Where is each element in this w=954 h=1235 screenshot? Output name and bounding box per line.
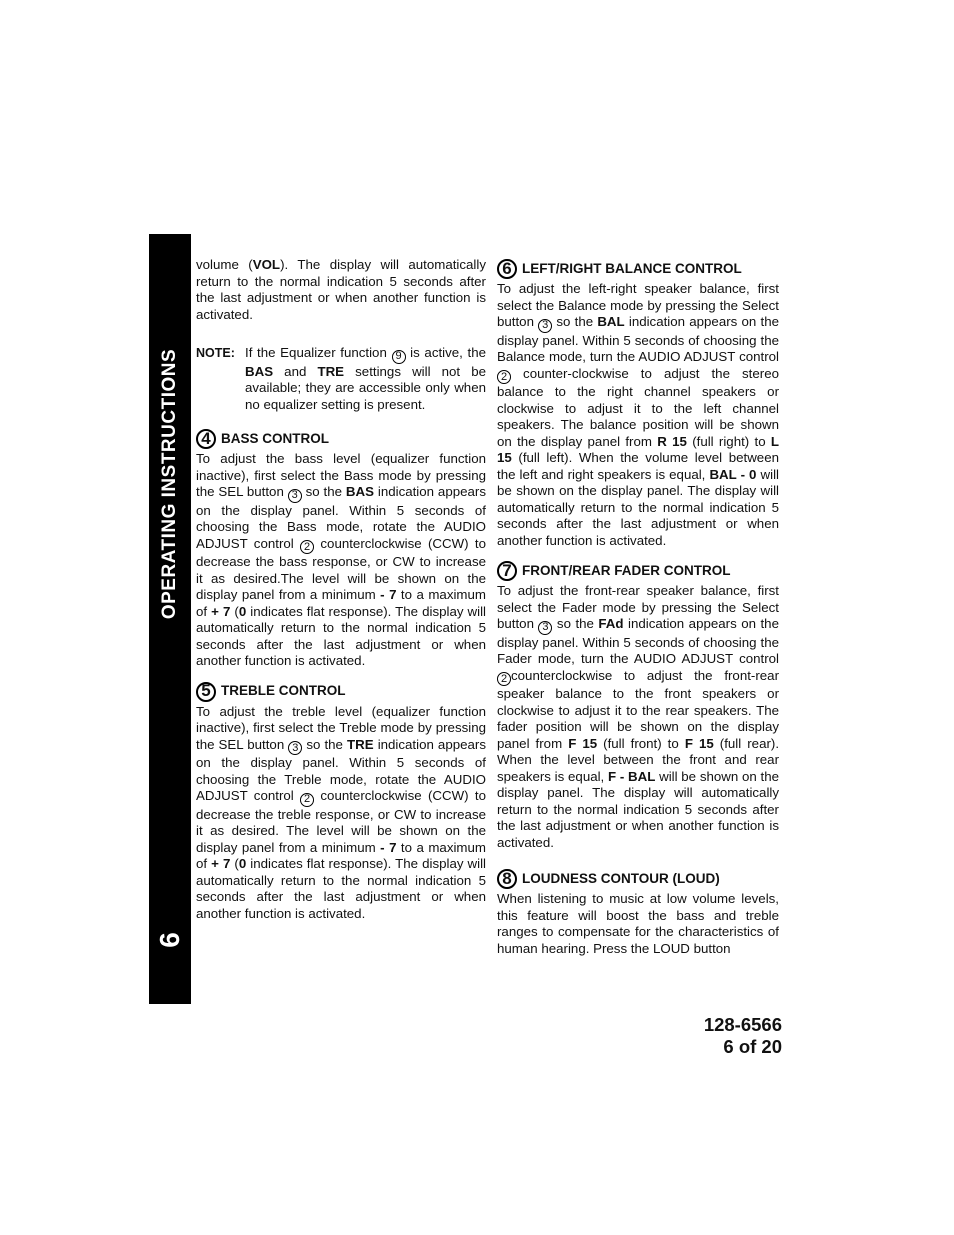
section-title: LEFT/RIGHT BALANCE CONTROL [522, 260, 742, 276]
treble-heading [196, 682, 486, 702]
section-title: TREBLE CONTROL [221, 683, 346, 699]
loudness-paragraph: When listening to music at low volume levels, this feature will boost the bass and treble ranges to compensate for the characteristics of human hearing. Press the LOUD button [497, 891, 779, 956]
section-title: FRONT/REAR FADER CONTROL [522, 562, 731, 578]
section-number: 5 [196, 682, 216, 702]
note-label: NOTE: [196, 346, 235, 360]
bass-heading [196, 429, 486, 449]
section-title: LOUDNESS CONTOUR (LOUD) [522, 870, 720, 886]
section-title: BASS CONTROL [221, 430, 329, 446]
reference-number: 2 [300, 540, 314, 554]
loudness-heading [497, 869, 779, 889]
left-column [196, 257, 486, 922]
reference-number: 2 [497, 672, 511, 686]
section-number: 4 [196, 429, 216, 449]
reference-number: 3 [538, 621, 552, 635]
right-column [497, 259, 779, 957]
page-count: 6 of 20 [723, 1036, 782, 1057]
balance-heading [497, 259, 779, 279]
section-number: 8 [497, 869, 517, 889]
page-footer [704, 1014, 782, 1058]
reference-number: 3 [288, 489, 302, 503]
note-text: If the Equalizer function 9 is active, the BAS and TRE settings will not be available; they are accessible only when no equalizer setting is present. [245, 345, 487, 412]
fader-heading [497, 561, 779, 581]
sidebar-title: OPERATING INSTRUCTIONS [159, 348, 180, 620]
treble-paragraph: To adjust the treble level (equalizer function inactive), first select the Treble mode by pressing the SEL button 3 so the TRE indication appears on the display panel. Within 5 seconds of choosing the Treble mode, rotate the AUDIO ADJUST control 2 counterclockwise (CCW) to decrease the treble response, or CW to increase it as desired. The level will be shown on the display panel from a minimum - 7 to a maximum of + 7 (0 indicates flat response). The display will automatically return to the normal indication 5 seconds after the last adjustment or when another function is activated. [196, 703, 487, 921]
balance-paragraph: To adjust the left-right speaker balance, first select the Balance mode by pressing the Select button 3 so the BAL indication appears on the display panel. Within 5 seconds of choosing the Balance mode, turn the AUDIO ADJUST control 2 counter-clockwise to adjust the stereo balance to the right channel speakers or clockwise to adjust it to the left channel speakers. The balance position will be shown on the display panel from R 15 (full right) to L 15 (full left). When the volume level between the left and right speakers is equal, BAL - 0 will be shown on the display panel. The display will automatically return to the normal indication 5 seconds after the last adjustment or when another function is activated. [497, 281, 780, 548]
document-number: 128-6566 [703, 1014, 782, 1035]
sidebar-page-number: 6 [154, 932, 185, 948]
reference-number: 2 [497, 370, 511, 384]
reference-number: 3 [538, 319, 552, 333]
bass-paragraph: To adjust the bass level (equalizer function inactive), first select the Bass mode by pressing the SEL button 3 so the BAS indication appears on the display panel. Within 5 seconds of choosing the Bass mode, rotate the AUDIO ADJUST control 2 counterclockwise (CCW) to decrease the bass response, or CW to increase it as desired.The level will be shown on the display panel from a minimum - 7 to a maximum of + 7 (0 indicates flat response). The display will automatically return to the normal indication 5 seconds after the last adjustment or when another function is activated. [196, 451, 487, 668]
equalizer-note [196, 345, 486, 413]
intro-paragraph: volume (VOL). The display will automatically return to the normal indication 5 seconds after the last adjustment or when another function is activated. [196, 257, 486, 322]
section-number: 6 [497, 259, 517, 279]
reference-number: 9 [392, 350, 406, 364]
reference-number: 2 [300, 793, 314, 807]
sidebar-tab [149, 234, 191, 1004]
fader-paragraph: To adjust the front-rear speaker balance, first select the Fader mode by pressing the Select button 3 so the FAd indication appears on the display panel. Within 5 seconds of choosing the Fader mode, turn the AUDIO ADJUST control 2 counterclockwise to adjust the front-rear speaker balance to the front speakers or clockwise to adjust it to the rear speakers. The fader position will be shown on the display panel from F 15 (full front) to F 15 (full rear). When the level between the front and rear speakers is equal, F - BAL will be shown on the display panel. The display will automatically return to the normal indication 5 seconds after the last adjustment or when another function is activated. [497, 583, 780, 850]
section-number: 7 [497, 561, 517, 581]
reference-number: 3 [288, 741, 302, 755]
